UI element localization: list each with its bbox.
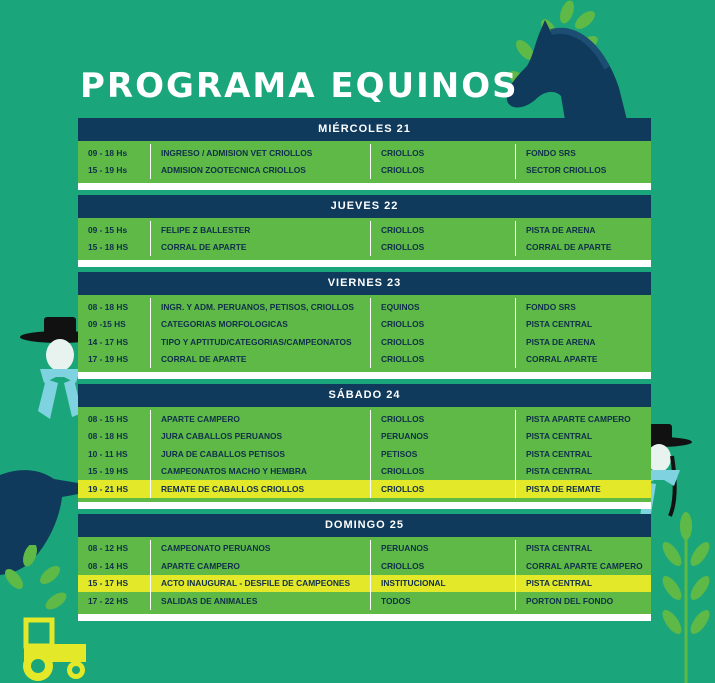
table-row — [78, 463, 651, 481]
event-cell: INGR. Y ADM. PERUANOS, PETISOS, CRIOLLOS — [150, 298, 370, 316]
place-cell: PISTA CENTRAL — [515, 316, 651, 334]
time-cell: 15 - 17 HS — [88, 578, 129, 589]
breed-cell: CRIOLLOS — [370, 239, 515, 257]
schedule-table — [78, 118, 651, 621]
place-cell: PISTA CENTRAL — [515, 428, 651, 446]
event-cell: ADMISION ZOOTECNICA CRIOLLOS — [150, 162, 370, 180]
time-cell: 14 - 17 HS — [88, 336, 129, 347]
highlighted-table-row — [78, 480, 651, 498]
event-cell: ACTO INAUGURAL - DESFILE DE CAMPEONES — [150, 575, 370, 593]
time-cell: 15 - 18 HS — [88, 242, 129, 253]
time-cell: 09 -15 HS — [88, 319, 126, 330]
day-header: VIERNES 23 — [78, 272, 651, 295]
day-section — [78, 195, 651, 267]
breed-cell: CRIOLLOS — [370, 333, 515, 351]
wheat-bottom-right-icon — [650, 510, 715, 683]
day-divider — [78, 502, 651, 509]
place-cell: CORRAL APARTE — [515, 351, 651, 369]
day-header: JUEVES 22 — [78, 195, 651, 218]
time-cell: 08 - 18 HS — [88, 301, 129, 312]
event-cell: REMATE DE CABALLOS CRIOLLOS — [150, 480, 370, 498]
day-divider — [78, 183, 651, 190]
breed-cell: CRIOLLOS — [370, 410, 515, 428]
table-row — [78, 557, 651, 575]
day-divider — [78, 614, 651, 621]
horse-head-icon — [505, 18, 635, 120]
breed-cell: PERUANOS — [370, 540, 515, 558]
event-cell: CAMPEONATOS MACHO Y HEMBRA — [150, 463, 370, 481]
event-cell: CORRAL DE APARTE — [150, 239, 370, 257]
breed-cell: CRIOLLOS — [370, 162, 515, 180]
time-cell: 10 - 11 HS — [88, 448, 128, 459]
event-cell: CATEGORIAS MORFOLOGICAS — [150, 316, 370, 334]
breed-cell: EQUINOS — [370, 298, 515, 316]
day-rows — [78, 141, 651, 183]
breed-cell: PERUANOS — [370, 428, 515, 446]
event-cell: JURA CABALLOS PERUANOS — [150, 428, 370, 446]
place-cell: PISTA DE REMATE — [515, 480, 651, 498]
event-cell: INGRESO / ADMISION VET CRIOLLOS — [150, 144, 370, 162]
breed-cell: TODOS — [370, 592, 515, 610]
table-row — [78, 316, 651, 334]
table-row — [78, 144, 651, 162]
place-cell: PISTA APARTE CAMPERO — [515, 410, 651, 428]
time-cell: 15 - 19 HS — [88, 466, 129, 477]
day-section — [78, 118, 651, 190]
day-section — [78, 384, 651, 509]
breed-cell: CRIOLLOS — [370, 463, 515, 481]
wheat-bottom-left-icon — [0, 545, 80, 625]
place-cell: FONDO SRS — [515, 144, 651, 162]
day-header: MIÉRCOLES 21 — [78, 118, 651, 141]
time-cell: 17 - 19 HS — [88, 354, 129, 365]
table-row — [78, 540, 651, 558]
time-cell: 08 - 15 HS — [88, 413, 129, 424]
table-row — [78, 351, 651, 369]
day-header: DOMINGO 25 — [78, 514, 651, 537]
day-rows — [78, 218, 651, 260]
day-section — [78, 514, 651, 621]
time-cell: 15 - 19 Hs — [88, 165, 128, 176]
breed-cell: INSTITUCIONAL — [370, 575, 515, 593]
table-row — [78, 221, 651, 239]
time-cell: 17 - 22 HS — [88, 595, 129, 606]
place-cell: CORRAL APARTE CAMPERO — [515, 557, 651, 575]
breed-cell: CRIOLLOS — [370, 480, 515, 498]
day-divider — [78, 260, 651, 267]
breed-cell: CRIOLLOS — [370, 221, 515, 239]
table-row — [78, 592, 651, 610]
event-cell: JURA DE CABALLOS PETISOS — [150, 445, 370, 463]
place-cell: FONDO SRS — [515, 298, 651, 316]
time-cell: 09 - 18 Hs — [88, 147, 128, 158]
time-cell: 08 - 18 HS — [88, 431, 129, 442]
highlighted-table-row — [78, 575, 651, 593]
table-row — [78, 410, 651, 428]
place-cell: PISTA CENTRAL — [515, 575, 651, 593]
page-title: PROGRAMA EQUINOS — [80, 66, 519, 106]
event-cell: APARTE CAMPERO — [150, 557, 370, 575]
table-row — [78, 445, 651, 463]
day-rows — [78, 537, 651, 614]
time-cell: 19 - 21 HS — [88, 483, 129, 494]
time-cell: 09 - 15 Hs — [88, 224, 128, 235]
place-cell: CORRAL DE APARTE — [515, 239, 651, 257]
table-row — [78, 333, 651, 351]
place-cell: PISTA CENTRAL — [515, 463, 651, 481]
event-cell: CORRAL DE APARTE — [150, 351, 370, 369]
day-rows — [78, 407, 651, 502]
day-divider — [78, 372, 651, 379]
breed-cell: CRIOLLOS — [370, 351, 515, 369]
breed-cell: CRIOLLOS — [370, 557, 515, 575]
place-cell: PISTA DE ARENA — [515, 333, 651, 351]
day-rows — [78, 295, 651, 372]
tractor-icon — [18, 614, 92, 683]
place-cell: PISTA CENTRAL — [515, 445, 651, 463]
event-cell: CAMPEONATO PERUANOS — [150, 540, 370, 558]
event-cell: APARTE CAMPERO — [150, 410, 370, 428]
breed-cell: CRIOLLOS — [370, 316, 515, 334]
event-cell: FELIPE Z BALLESTER — [150, 221, 370, 239]
time-cell: 08 - 12 HS — [88, 543, 129, 554]
day-section — [78, 272, 651, 379]
table-row — [78, 298, 651, 316]
place-cell: PORTON DEL FONDO — [515, 592, 651, 610]
time-cell: 08 - 14 HS — [88, 560, 129, 571]
day-header: SÁBADO 24 — [78, 384, 651, 407]
place-cell: PISTA DE ARENA — [515, 221, 651, 239]
place-cell: PISTA CENTRAL — [515, 540, 651, 558]
table-row — [78, 239, 651, 257]
table-row — [78, 162, 651, 180]
breed-cell: CRIOLLOS — [370, 144, 515, 162]
table-row — [78, 428, 651, 446]
breed-cell: PETISOS — [370, 445, 515, 463]
place-cell: SECTOR CRIOLLOS — [515, 162, 651, 180]
event-cell: SALIDAS DE ANIMALES — [150, 592, 370, 610]
event-cell: TIPO Y APTITUD/CATEGORIAS/CAMPEONATOS — [150, 333, 370, 351]
